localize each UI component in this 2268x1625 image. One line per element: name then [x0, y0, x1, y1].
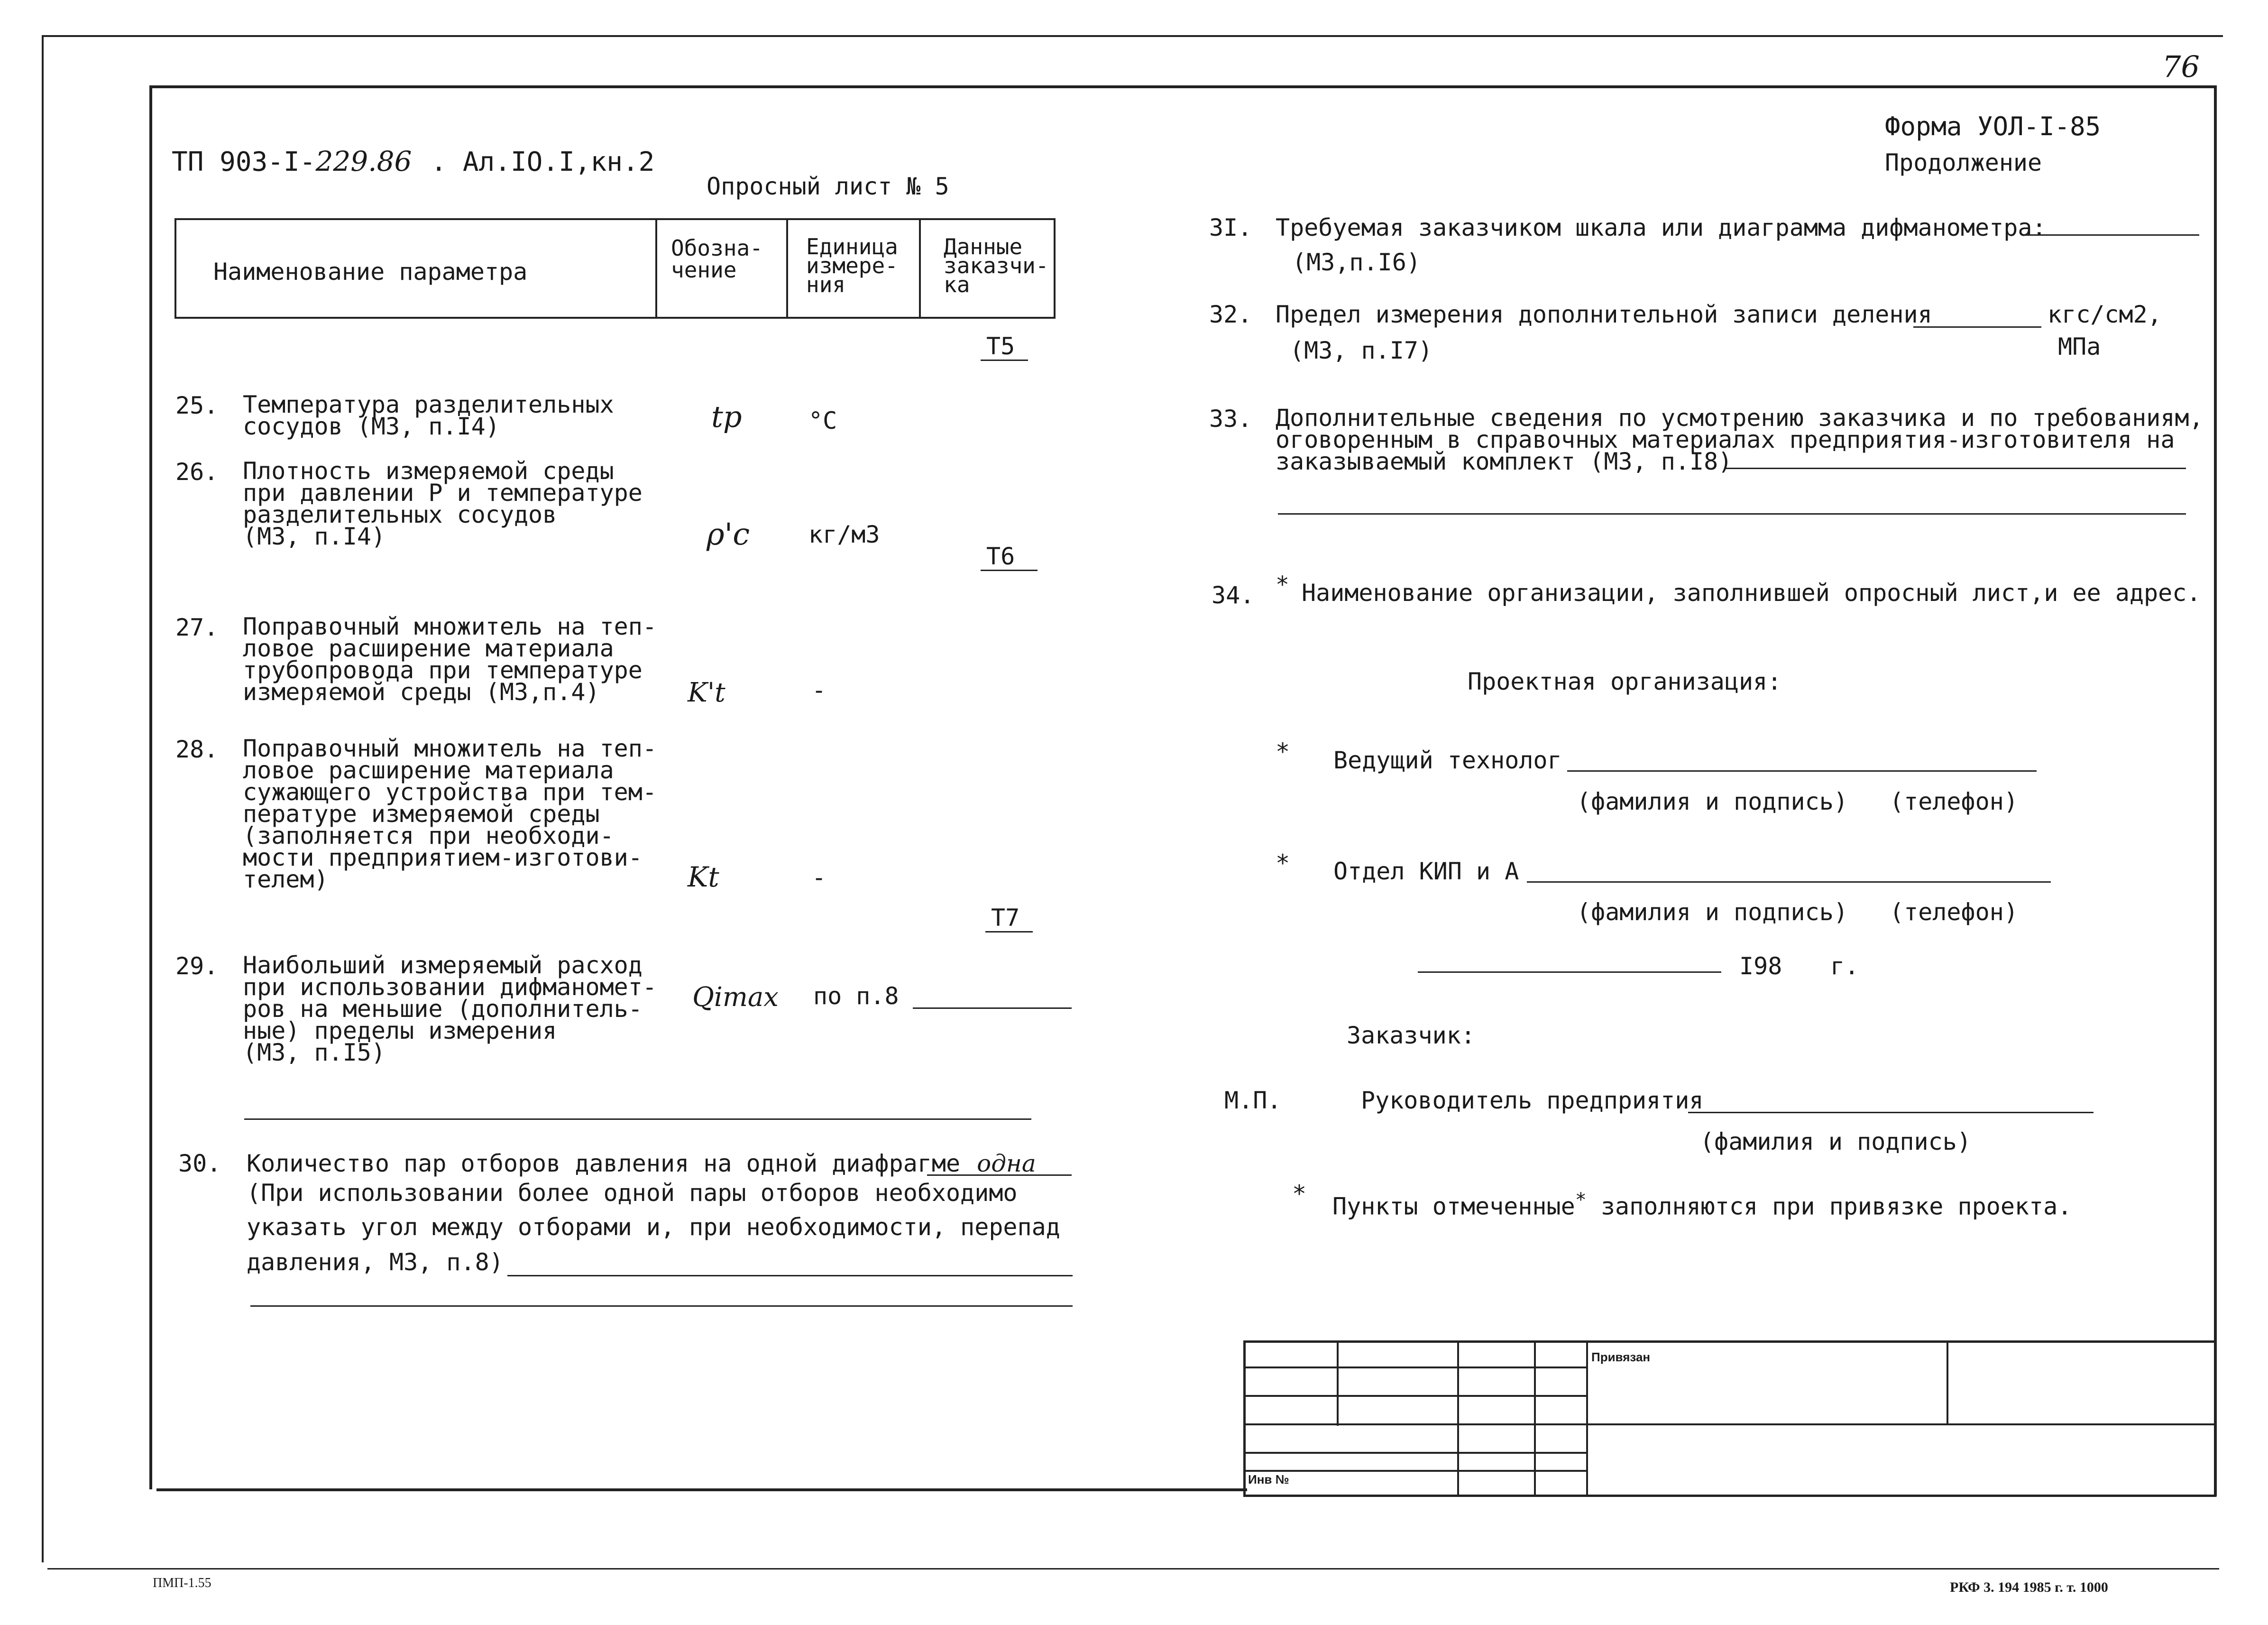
doc-code — [172, 145, 655, 177]
year-label: I98 — [1739, 952, 1782, 980]
page-number: 76 — [2162, 49, 2200, 84]
item-28-unit: - — [812, 864, 826, 891]
lead-tech-fio-caption: (фамилия и подпись) — [1577, 788, 1848, 815]
kip-dept-label: Отдел КИП и А — [1333, 858, 1519, 885]
kip-fio-caption: (фамилия и подпись) — [1577, 898, 1848, 926]
item-31-number: 3I. — [1209, 214, 1252, 241]
form-code: Форма УОЛ-I-85 — [1885, 111, 2101, 141]
item-30-line3: указать угол между отборами и, при необходимости, перепад — [247, 1213, 1060, 1241]
inner-frame-left — [149, 85, 152, 1489]
item-30-line1: Количество пар отборов давления на одной диафрагме одна — [247, 1150, 1036, 1177]
lead-tech-phone-caption: (телефон) — [1890, 788, 2018, 815]
kip-star: * — [1276, 849, 1290, 877]
item-30-line2: (При использовании более одной пары отборов необходимо — [247, 1179, 1018, 1207]
item-30-fill-line-2[interactable] — [250, 1305, 1073, 1307]
item-31-line1: Требуемая заказчиком шкала или диаграмма дифманометра: — [1276, 214, 2047, 241]
item-33-fill-line-1[interactable] — [1726, 468, 2186, 469]
head-fio-caption: (фамилия и подпись) — [1700, 1128, 1971, 1155]
item-33-number: 33. — [1209, 405, 1252, 433]
inner-frame-top — [149, 85, 2217, 88]
item-32-number: 32. — [1209, 301, 1252, 328]
item-28-symbol: Kt — [688, 861, 719, 893]
head-sign-line[interactable] — [1688, 1112, 2094, 1113]
footnote-star: * — [1292, 1180, 1307, 1208]
item-29-unit: по п.8 — [813, 982, 899, 1010]
marker-t7: Т7 — [991, 904, 1020, 932]
item-32-unit1: кгс/см2, — [2048, 301, 2162, 328]
stamp-bound-label: Привязан — [1591, 1350, 1651, 1364]
year-suffix: г. — [1830, 952, 1859, 980]
item-27-text: Поправочный множитель на теп- ловое расширение материала трубопровода при температуре измеряемой среды (МЗ,п.4) — [243, 613, 657, 706]
item-32-line2: (МЗ, п.I7) — [1290, 337, 1433, 364]
item-27-number: 27. — [175, 614, 219, 641]
item-34-number: 34. — [1212, 582, 1255, 609]
doc-code-suffix: . Ал.IO.I,кн.2 — [431, 147, 655, 177]
sheet-title: Опросный лист № 5 — [707, 173, 949, 200]
footnote-text: Пункты отмеченные* заполняются при привязке проекта. — [1332, 1189, 2072, 1220]
header-symbol: Обозна- чение — [671, 235, 763, 283]
item-28-text: Поправочный множитель на теп- ловое расширение материала сужающего устройства при тем- пературе измеряемой среды (заполняется при необходи- мости предприятием-изготови- телем) — [243, 735, 657, 893]
lead-tech-sign-line[interactable] — [1567, 770, 2037, 772]
header-unit: Единица измере- ния — [806, 234, 898, 297]
footnote-inline-star: * — [1575, 1189, 1587, 1211]
item-32-fill-line[interactable] — [1913, 326, 2041, 328]
item-30-answer: одна — [977, 1150, 1036, 1177]
head-label: Руководитель предприятия — [1361, 1087, 1704, 1114]
item-25-symbol: tp — [711, 399, 742, 434]
marker-t5: Т5 — [986, 332, 1015, 360]
item-27-symbol: K't — [688, 677, 725, 708]
item-26-unit: кг/м3 — [808, 521, 880, 548]
item-30-line4: давления, МЗ, п.8) — [247, 1248, 504, 1276]
item-25-number: 25. — [175, 392, 219, 419]
item-25-text: Температура разделительных сосудов (МЗ, п.I4) — [243, 391, 614, 440]
item-29-symbol: Qimax — [692, 982, 779, 1013]
marker-t6: Т6 — [986, 543, 1015, 570]
date-fill-line[interactable] — [1418, 971, 1721, 973]
lead-tech-label: Ведущий технолог — [1333, 747, 1562, 774]
kip-phone-caption: (телефон) — [1890, 898, 2018, 926]
inner-frame-bottom — [156, 1488, 1247, 1491]
item-32-line1: Предел измерения дополнительной записи деления — [1276, 301, 1932, 328]
item-30-fill-line-1[interactable] — [507, 1275, 1073, 1276]
item-26-number: 26. — [175, 458, 219, 486]
footer-left: ПМП-1.55 — [153, 1576, 211, 1590]
customer-label: Заказчик: — [1347, 1022, 1475, 1049]
outer-frame-top — [42, 35, 2223, 37]
mp-label: М.П. — [1224, 1087, 1282, 1114]
item-34-text: Наименование организации, заполнившей опросный лист,и ее адрес. — [1302, 579, 2201, 607]
stamp-inv-label: Инв № — [1248, 1472, 1289, 1487]
footer-right: РКФ 3. 194 1985 г. т. 1000 — [1950, 1579, 2108, 1595]
item-32-unit2: МПа — [2058, 333, 2101, 360]
lead-tech-star: * — [1276, 738, 1290, 766]
item-26-text: Плотность измеряемой среды при давлении Р и температуре разделительных сосудов (МЗ, п.I4) — [243, 457, 643, 550]
item-31-line2: (МЗ,п.I6) — [1292, 249, 1421, 276]
doc-code-prefix: ТП 903-I- — [172, 147, 316, 177]
item-31-fill-line[interactable] — [2024, 234, 2199, 236]
item-29-answer-line[interactable] — [913, 1007, 1072, 1009]
item-25-unit: °С — [808, 407, 837, 434]
header-param: Наименование параметра — [213, 258, 528, 286]
item-29-text: Наибольший измеряемый расход при использовании дифманомет- ров на меньшие (дополнитель- ные) пределы измерения (МЗ, п.I5) — [243, 951, 657, 1066]
item-34-star: * — [1276, 572, 1289, 598]
item-28-number: 28. — [175, 736, 219, 763]
outer-frame-left — [42, 35, 44, 1562]
project-org-label: Проектная организация: — [1468, 668, 1782, 695]
item-30-answer-line[interactable] — [927, 1174, 1072, 1176]
item-27-unit: - — [812, 676, 826, 704]
item-26-symbol: ρ'c — [707, 517, 750, 552]
item-29-number: 29. — [175, 952, 219, 980]
item-33-fill-line-2[interactable] — [1278, 513, 2186, 515]
outer-frame-bottom — [47, 1568, 2219, 1570]
kip-dept-sign-line[interactable] — [1527, 881, 2051, 883]
header-customer: Данные заказчи- ка — [944, 234, 1049, 297]
title-block — [1243, 1340, 2216, 1497]
continuation-label: Продолжение — [1885, 149, 2042, 176]
item-29-extra-line[interactable] — [244, 1118, 1031, 1120]
item-33-text: Дополнительные сведения по усмотрению заказчика и по требованиям, оговоренным в справочных материалах предприятия-изготовителя на заказываемый комплект (МЗ, п.I8) — [1276, 404, 2204, 475]
item-30-number: 30. — [178, 1150, 221, 1177]
doc-code-hand: 229.86 — [315, 145, 412, 177]
inner-frame-right — [2214, 85, 2217, 1496]
